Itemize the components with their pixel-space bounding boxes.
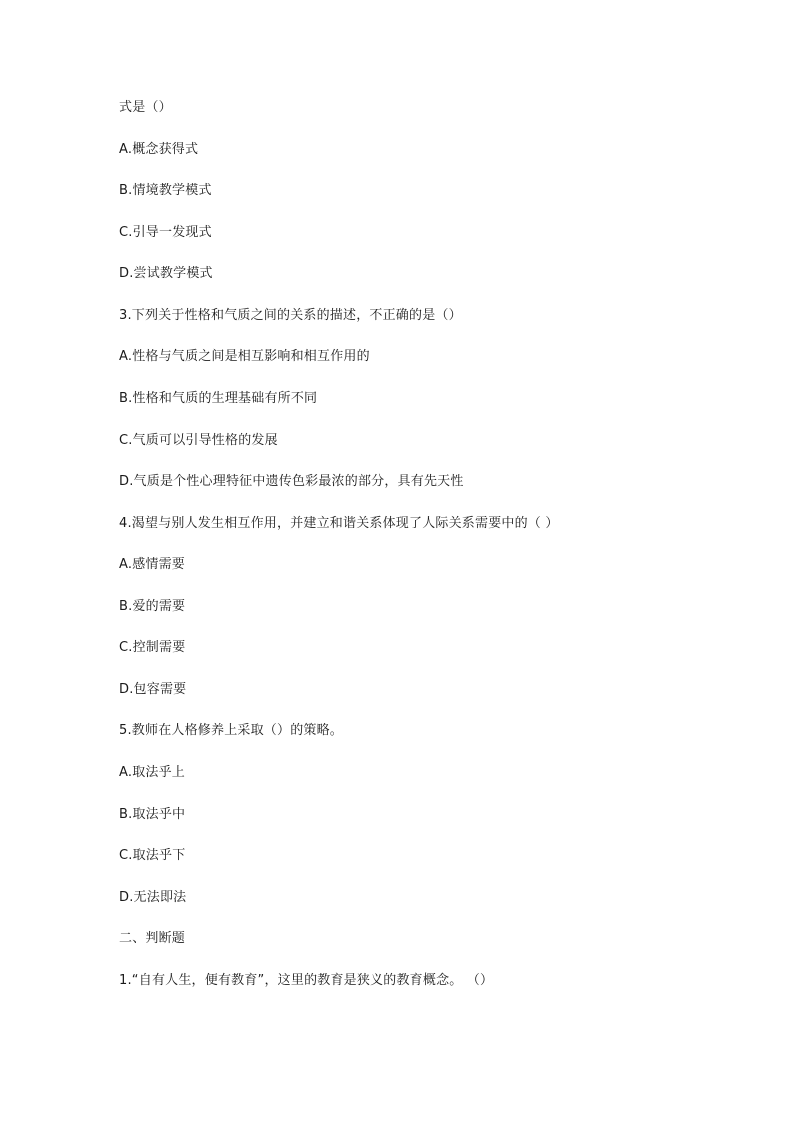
question-3-option-c: C.气质可以引导性格的发展 — [119, 433, 278, 448]
question-4-option-b: B.爱的需要 — [119, 599, 186, 614]
question-4-stem: 4.渴望与别人发生相互作用，并建立和谐关系体现了人际关系需要中的（ ） — [119, 516, 559, 531]
question-5-stem: 5.教师在人格修养上采取（）的策略。 — [119, 723, 344, 738]
question-3-option-b: B.性格和气质的生理基础有所不同 — [119, 391, 318, 406]
true-false-question-1: 1.“自有人生，便有教育”，这里的教育是狭义的教育概念。 （） — [119, 973, 494, 988]
question-5-option-b: B.取法乎中 — [119, 807, 186, 822]
question-5-option-a: A.取法乎上 — [119, 765, 185, 780]
question-2-stem-continuation: 式是（） — [119, 100, 172, 115]
question-5-option-d: D.无法即法 — [119, 890, 187, 905]
section-heading-true-false: 二、判断题 — [119, 931, 186, 946]
question-4-option-a: A.感情需要 — [119, 557, 185, 572]
question-2-option-a: A.概念获得式 — [119, 142, 199, 157]
question-5-option-c: C.取法乎下 — [119, 848, 186, 863]
question-4-option-c: C.控制需要 — [119, 640, 186, 655]
question-3-option-d: D.气质是个性心理特征中遗传色彩最浓的部分，具有先天性 — [119, 474, 464, 489]
question-2-option-d: D.尝试教学模式 — [119, 266, 213, 281]
question-4-option-d: D.包容需要 — [119, 682, 187, 697]
question-3-stem: 3.下列关于性格和气质之间的关系的描述，不正确的是（） — [119, 308, 462, 323]
question-3-option-a: A.性格与气质之间是相互影响和相互作用的 — [119, 349, 370, 364]
question-2-option-b: B.情境教学模式 — [119, 183, 212, 198]
question-2-option-c: C.引导一发现式 — [119, 225, 212, 240]
